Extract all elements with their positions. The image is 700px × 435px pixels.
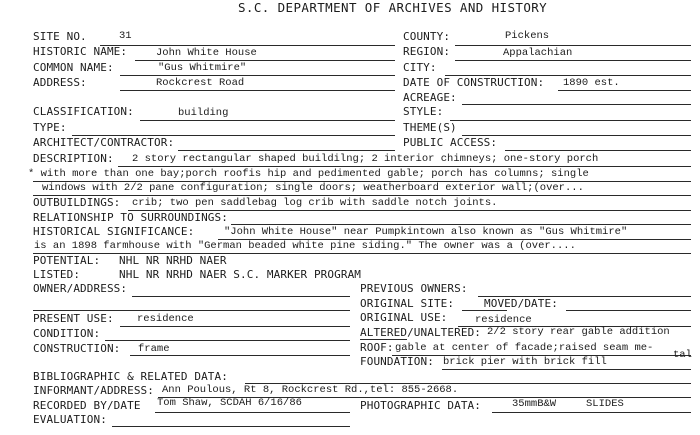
type-label: TYPE:	[33, 121, 67, 134]
present-use-line	[120, 326, 350, 327]
historic-name-line	[135, 60, 395, 61]
present-use-label: PRESENT USE:	[33, 312, 114, 325]
style-label: STYLE:	[403, 105, 444, 118]
relationship-label: RELATIONSHIP TO SURROUNDINGS:	[33, 211, 228, 224]
address-label: ADDRESS:	[33, 76, 87, 89]
county-line	[455, 45, 691, 46]
date-of-construction-label: DATE OF CONSTRUCTION:	[403, 76, 545, 89]
common-name-value: "Gus Whitmire"	[158, 62, 247, 74]
altered-value: 2/2 story rear gable addition	[487, 326, 670, 338]
county-label: COUNTY:	[403, 30, 451, 43]
public-access-line	[505, 150, 691, 151]
condition-label: CONDITION:	[33, 327, 101, 340]
present-use-value: residence	[137, 313, 194, 325]
historic-name-value: John White House	[156, 47, 257, 59]
informant-label: INFORMANT/ADDRESS:	[33, 384, 155, 397]
original-site-label: ORIGINAL SITE:	[360, 297, 455, 310]
moved-date-line	[566, 310, 691, 311]
architect-label: ARCHITECT/CONTRACTOR:	[33, 136, 175, 149]
common-name-line	[120, 75, 395, 76]
potential-options: NHL NR NRHD NAER	[119, 254, 227, 267]
date-of-construction-value: 1890 est.	[563, 77, 620, 89]
condition-line	[105, 340, 350, 341]
acreage-label: ACREAGE:	[403, 91, 457, 104]
original-site-line	[462, 310, 507, 311]
region-line	[455, 60, 691, 61]
historical-significance-label: HISTORICAL SIGNIFICANCE:	[33, 225, 195, 238]
acreage-line	[462, 104, 691, 105]
construction-value: frame	[138, 343, 170, 355]
date-of-construction-line	[558, 90, 691, 91]
photographic-data-value: 35mmB&W	[512, 398, 557, 410]
original-use-label: ORIGINAL USE:	[360, 311, 448, 324]
historical-significance-line-1: "John White House" near Pumpkintown also known as "Gus Whitmire"	[224, 226, 628, 238]
moved-date-label: MOVED/DATE:	[484, 297, 558, 310]
evaluation-line	[112, 426, 350, 427]
evaluation-label: EVALUATION:	[33, 413, 107, 426]
county-value: Pickens	[505, 30, 550, 42]
owner-address-line	[132, 296, 350, 297]
site-no-value: 31	[119, 30, 132, 42]
unaltered-label: /UNALTERED:	[407, 326, 482, 339]
description-rule-3	[33, 195, 691, 196]
informant-value: Ann Poulous, Rt 8, Rockcrest Rd.,tel: 855-2668.	[162, 384, 459, 396]
construction-line	[130, 355, 350, 356]
style-line	[450, 120, 691, 121]
description-line-1: 2 story rectangular shaped buildilng; 2 interior chimneys; one-story porch	[132, 153, 599, 165]
city-label: CITY:	[403, 61, 437, 74]
classification-value: building	[178, 107, 229, 119]
architect-line	[178, 150, 395, 151]
previous-owners-label: PREVIOUS OWNERS:	[360, 282, 468, 295]
potential-label: POTENTIAL:	[33, 254, 101, 267]
recorded-by-line	[155, 412, 350, 413]
altered-label	[360, 327, 481, 338]
owner-address-line-2	[33, 310, 350, 311]
region-label: REGION:	[403, 45, 451, 58]
original-use-value: residence	[475, 314, 532, 326]
classification-label: CLASSIFICATION:	[33, 105, 134, 118]
photographic-data-line	[492, 412, 691, 413]
roof-label: ROOF:	[360, 341, 394, 354]
page-title: S.C. DEPARTMENT OF ARCHIVES AND HISTORY	[238, 0, 548, 15]
classification-line	[140, 120, 395, 121]
recorded-by-label: RECORDED BY/DATE	[33, 399, 141, 412]
bibliographic-label: BIBLIOGRAPHIC & RELATED DATA:	[33, 370, 228, 383]
description-label: DESCRIPTION:	[33, 152, 114, 165]
description-rule-1	[118, 166, 691, 167]
region-value: Appalachian	[503, 47, 573, 59]
common-name-label: COMMON NAME:	[33, 61, 114, 74]
theme-label: THEME(S)	[403, 121, 457, 134]
relationship-line	[231, 224, 691, 225]
description-line-3: windows with 2/2 pane configuration; single doors; weatherboard exterior wall;(over...	[42, 182, 584, 194]
altered-underlined: ALTERED	[360, 326, 408, 339]
roof-value: gable at center of facade;raised seam me-	[395, 342, 654, 354]
site-no-label: SITE NO.	[33, 30, 87, 43]
foundation-value: brick pier with brick fill	[443, 356, 607, 368]
historic-name-label: HISTORIC NAME:	[33, 45, 128, 58]
site-no-line	[100, 45, 395, 46]
recorded-by-value: Tom Shaw, SCDAH 6/16/86	[157, 397, 302, 409]
photographic-slides-value: SLIDES	[586, 398, 624, 410]
listed-options: NHL NR NRHD NAER S.C. MARKER PROGRAM	[119, 268, 362, 281]
public-access-label: PUBLIC ACCESS:	[403, 136, 498, 149]
description-line-2: * with more than one bay;porch roofis hip and pedimented gable; porch has columns; single	[28, 168, 589, 180]
construction-label: CONSTRUCTION:	[33, 342, 121, 355]
owner-address-label: OWNER/ADDRESS:	[33, 282, 128, 295]
outbuildings-value: crib; two pen saddlebag log crib with saddle notch joints.	[132, 197, 498, 209]
address-value: Rockcrest Road	[156, 77, 245, 89]
photographic-data-label: PHOTOGRAPHIC DATA:	[360, 399, 482, 412]
address-line	[120, 90, 395, 91]
roof-value-continued: tal	[673, 349, 692, 361]
foundation-label: FOUNDATION:	[360, 355, 434, 368]
listed-label: LISTED:	[33, 268, 81, 281]
historical-significance-line-2: is an 1898 farmhouse with "German beaded white pine siding." The owner was a (over....	[34, 240, 576, 252]
outbuildings-label: OUTBUILDINGS:	[33, 196, 121, 209]
foundation-line	[442, 369, 691, 370]
